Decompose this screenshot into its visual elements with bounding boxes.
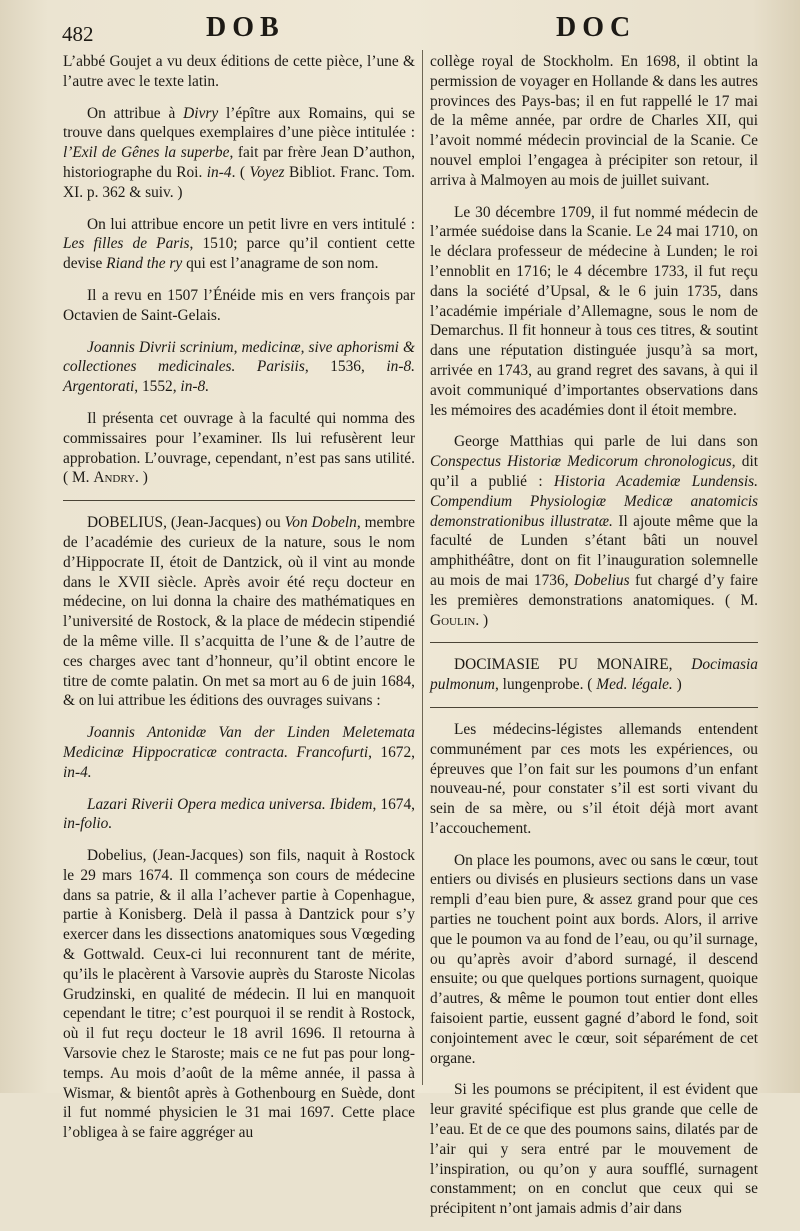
page-number: 482 [62, 22, 94, 46]
running-head-right: DOC [556, 12, 637, 43]
paragraph-career: Le 30 décembre 1709, il fut nommé médecin de l’armée suédoise dans la Scanie. Le 24 mai 1710, on le déclara professeur de médecine à Lunden; le roi l’ennoblit en 1716; le 4 décembre 1733, il fut reçu dans la société d’Upsal, & le 6 juin 1735, dans l’académie impériale d’Allemagne, sous le nom de Demarchus. Il fit honneur à tous ces titres, & soutint dans une réputation distinguée jusqu’à sa mort, arrivée en 1743, au grand regret des savans, à qui il avoit communiqué d’importantes observations dans les mémoires des académies dont il étoit membre. [430, 203, 758, 419]
column-divider [422, 50, 423, 1085]
paragraph-medecins-legistes: Les médecins-légistes allemands entendent communément par ces mots les expériences, ou épreuves que l’on fait sur les poumons d’un enfant nouveau-né, pour constater s’il est sorti vivant du sein de sa mère, ou s’il étoit déjà mort avant l’accouchement. [430, 720, 758, 837]
paragraph-filles-de-paris: On lui attribue encore un petit livre en vers intitulé : Les filles de Paris, 1510; parce qu’il contient cette devise Riand the ry qui est l’anagrame de son nom. [63, 215, 415, 273]
bibliographic-entry-riverii: Lazari Riverii Opera medica universa. Ibidem, 1674, in-folio. [63, 795, 416, 833]
paragraph-divry-attribution: On attribue à Divry l’épître aux Romains, qui se trouve dans quelques exemplaires d’une pièce intitulée : l’Exil de Gênes la superbe, fait par frère Jean D’authon, historiographe du Roi. in-4. ( Voyez Bibliot. Franc. Tom. XI. p. 362 & suiv. ) [63, 104, 416, 201]
paragraph-goujet: L’abbé Goujet a vu deux éditions de cette pièce, l’une & l’autre avec le texte latin. [63, 53, 415, 90]
paragraph-matthias: George Matthias qui parle de lui dans son Conspectus Historiæ Medicorum chronologicus, dit qu’il a publié : Historia Academiæ Lundensis. Compendium Physiologiæ Medicæ anatomicis demonstrationibus illustratæ. Il ajoute même que la faculté de Lunden s’étant bâti un nouvel amphithéâtre, dont on fit l’inauguration solemnelle au mois de mai 1736, Dobelius fut chargé d’y faire les premières demonstrations anatomiques. ( M. Goulin. ) [430, 433, 758, 629]
entry-dobelius-father: DOBELIUS, (Jean-Jacques) ou Von Dobeln, membre de l’académie des curieux de la nature, sous le nom d’Hippocrate II, étoit de Dantzick, où il vint au monde dans le XVII siècle. Après avoir été reçu docteur en médecine, on lui donna la chaire des mathématiques en l’université de Rostock, & la place de médecin stipendié de la même ville. Il s’acquitta de l’une & de l’autre de ces charges avec tant d’honneur, qu’il obtint encore le titre de comte palatin. On met sa mort au 6 de juin 1684, & on lui attribue les éditions des ouvrages suivans : [63, 514, 415, 710]
paragraph-poumons-placement: On place les poumons, avec ou sans le cœur, tout entiers ou divisés en plusieurs sections dans un vase rempli d’eau bien pure, & assez grand pour que ces parties ne touchent point aux bords. Alors, il arrive que le poumon va au fond de l’eau, ou qu’il surnage, ou qu’après avoir d’abord surnagé, il descend ensuite; ou que quelques portions surnagent, quoique d’autres, & même le poumon tout entier dont elles faisoient partie, eussent gagné d’abord le fond, soit conjointement avec le cœur, soit séparément de cet organe. [430, 851, 758, 1067]
paragraph-stockholm: collège royal de Stockholm. En 1698, il obtint la permission de voyager en Hollande & dans les autres provinces des Pays-bas; il en fut rappellé le 17 mai de la même année, par ordre de Charles XII, qui l’avoit nommé médecin provincial de la Scanie. Ce nouvel emploi l’engagea à précipiter son retour, il arriva à Malmoyen au mois de juillet suivant. [430, 53, 758, 189]
entry-dobelius-son: Dobelius, (Jean-Jacques) son fils, naquit à Rostock le 29 mars 1674. Il commença son cours de médecine dans sa patrie, & il alla l’achever partie à Copenhague, partie à Konisberg. Delà il passa à Dantzick pour s’y exercer dans les dissections anatomiques sous Vœgeding & Gottwald. Ceux-ci lui reconnurent tant de mérite, qu’ils le placèrent à Varsovie auprès du Staroste Nicolas Grudzinski, en qualité de médecin. Il lui en manquoit cependant le titre; c’est pourquoi il se rendit à Rostock, où il fut reçu docteur le 18 avril 1696. Il retourna à Varsovie chez le Staroste; mais ce ne fut pas pour long-temps. Au mois d’août de la même année, il passa à Wismar, & bientôt après à Gothenbourg en Suède, dont il fut nommé physicien le 31 mai 1697. Cette place l’obligea à se faire aggréger au [63, 847, 415, 1142]
entry-separator [430, 642, 758, 643]
paragraph-eneide: Il a revu en 1507 l’Énéide mis en vers françois par Octavien de Saint-Gelais. [63, 286, 415, 324]
running-head-left: DOB [206, 12, 285, 43]
entry-separator [430, 707, 758, 708]
entry-separator [63, 500, 415, 501]
paragraph-gravite: Si les poumons se précipitent, il est évident que leur gravité spécifique est plus grande que celle de l’eau. Et de ce que des poumons sains, dilatés par de l’air qui y sera entré par le mouvement de l’inspiration, ou qu’on y aura soufflé, surnagent constamment; on en conclut que ceux qui se précipitent n’ont jamais admis d’air dans [430, 1081, 758, 1218]
entry-docimasie-heading: DOCIMASIE PU MONAIRE, Docimasia pulmonum, lungenprobe. ( Med. légale. ) [430, 656, 758, 694]
bibliographic-entry-linden: Joannis Antonidæ Van der Linden Meletemata Medicinæ Hippocraticæ contracta. Francofurti, 1672, in-4. [63, 724, 415, 781]
paragraph-faculte: Il présenta cet ouvrage à la faculté qui nomma des commissaires pour l’examiner. Ils lui refusèrent leur approbation. L’ouvrage, cependant, n’est pas sans utilité. ( M. Andry. ) [63, 409, 415, 487]
right-column [430, 52, 758, 1231]
bibliographic-entry-divrii: Joannis Divrii scrinium, medicinæ, sive aphorismi & collectiones medicinales. Parisiis, 1536, in-8. Argentorati, 1552, in-8. [63, 338, 416, 396]
left-column [63, 52, 415, 1155]
